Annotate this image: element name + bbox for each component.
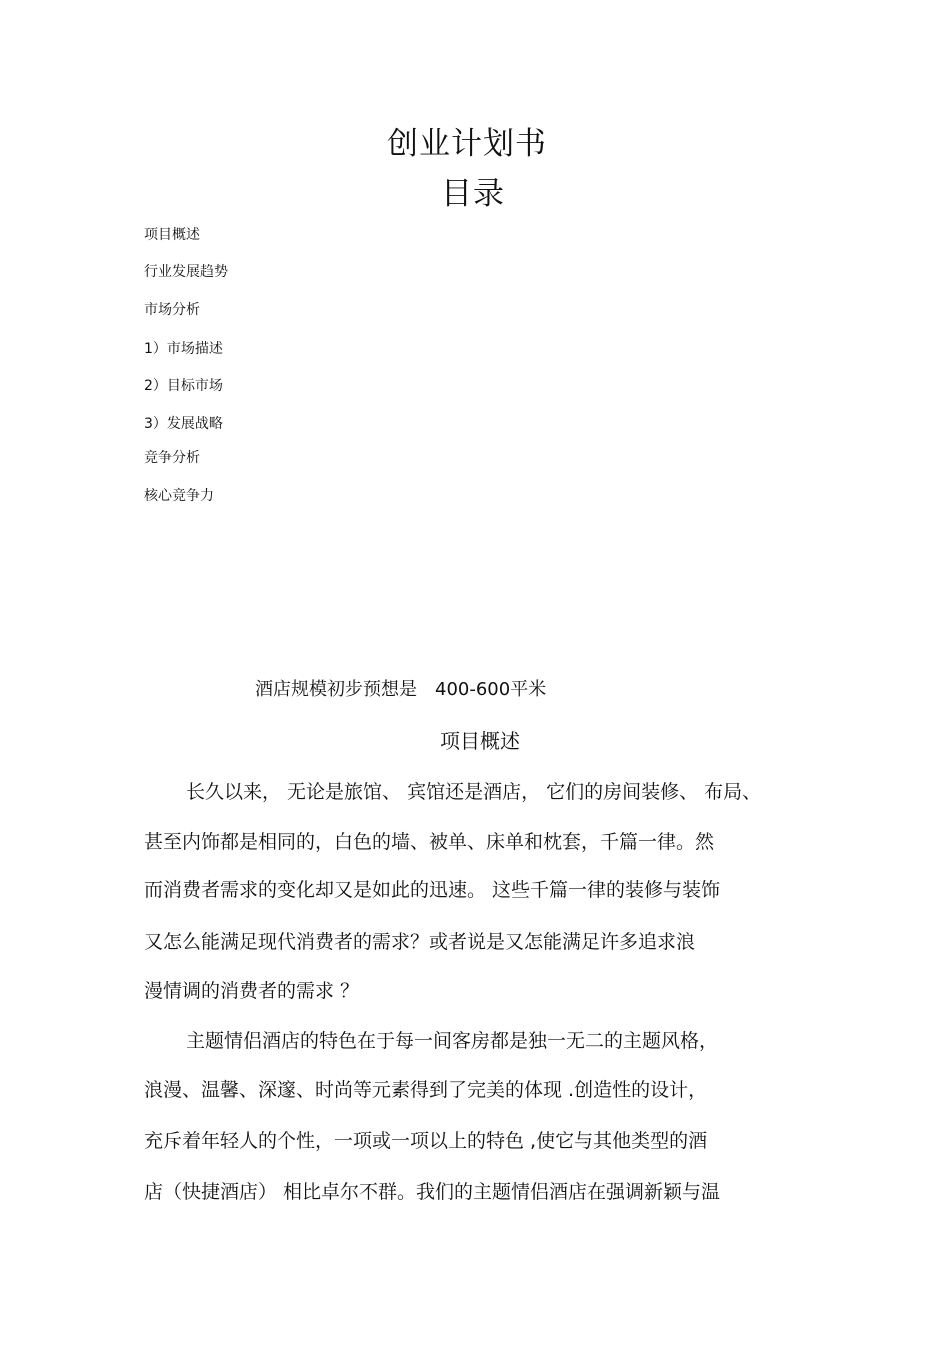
paragraph-line: 店（快捷酒店） 相比卓尔不群。我们的主题情侣酒店在强调新颖与温 <box>144 1181 721 1203</box>
paragraph-line: 漫情调的消费者的需求 ？ <box>144 980 360 1002</box>
hotel-scale-line <box>255 678 546 702</box>
hotel-scale-value: 400-600平米 <box>435 679 547 700</box>
paragraph-line: 主题情侣酒店的特色在于每一间客房都是独一无二的主题风格， <box>186 1030 719 1052</box>
document-title: 创业计划书 <box>387 126 547 162</box>
paragraph-line: 浪漫、温馨、深邃、时尚等元素得到了完美的体现 .创造性的设计， <box>144 1079 708 1101</box>
hotel-scale-prefix: 酒店规模初步预想是 <box>255 679 417 700</box>
toc-item-target-market: 2）目标市场 <box>144 378 223 394</box>
paragraph-line: 长久以来， 无论是旅馆、 宾馆还是酒店， 它们的房间装修、 布局、 <box>186 781 762 803</box>
toc-item-market-analysis: 市场分析 <box>144 302 200 318</box>
paragraph-line: 甚至内饰都是相同的，白色的墙、被单、床单和枕套，千篇一律。然 <box>144 831 715 853</box>
toc-item-market-description: 1）市场描述 <box>144 341 223 357</box>
toc-heading: 目录 <box>441 176 505 212</box>
section-heading-overview: 项目概述 <box>440 729 520 753</box>
toc-item-competition: 竞争分析 <box>144 450 200 466</box>
paragraph-line: 而消费者需求的变化却又是如此的迅速。 这些千篇一律的装修与装饰 <box>144 879 721 901</box>
toc-item-strategy: 3）发展战略 <box>144 416 223 432</box>
toc-item-core-competence: 核心竞争力 <box>144 488 214 504</box>
paragraph-line: 充斥着年轻人的个性，一项或一项以上的特色 ,使它与其他类型的酒 <box>144 1130 708 1152</box>
paragraph-line: 又怎么能满足现代消费者的需求？或者说是又怎能满足许多追求浪 <box>144 931 696 953</box>
toc-item-industry-trend: 行业发展趋势 <box>144 264 228 280</box>
toc-item-overview: 项目概述 <box>144 227 200 243</box>
